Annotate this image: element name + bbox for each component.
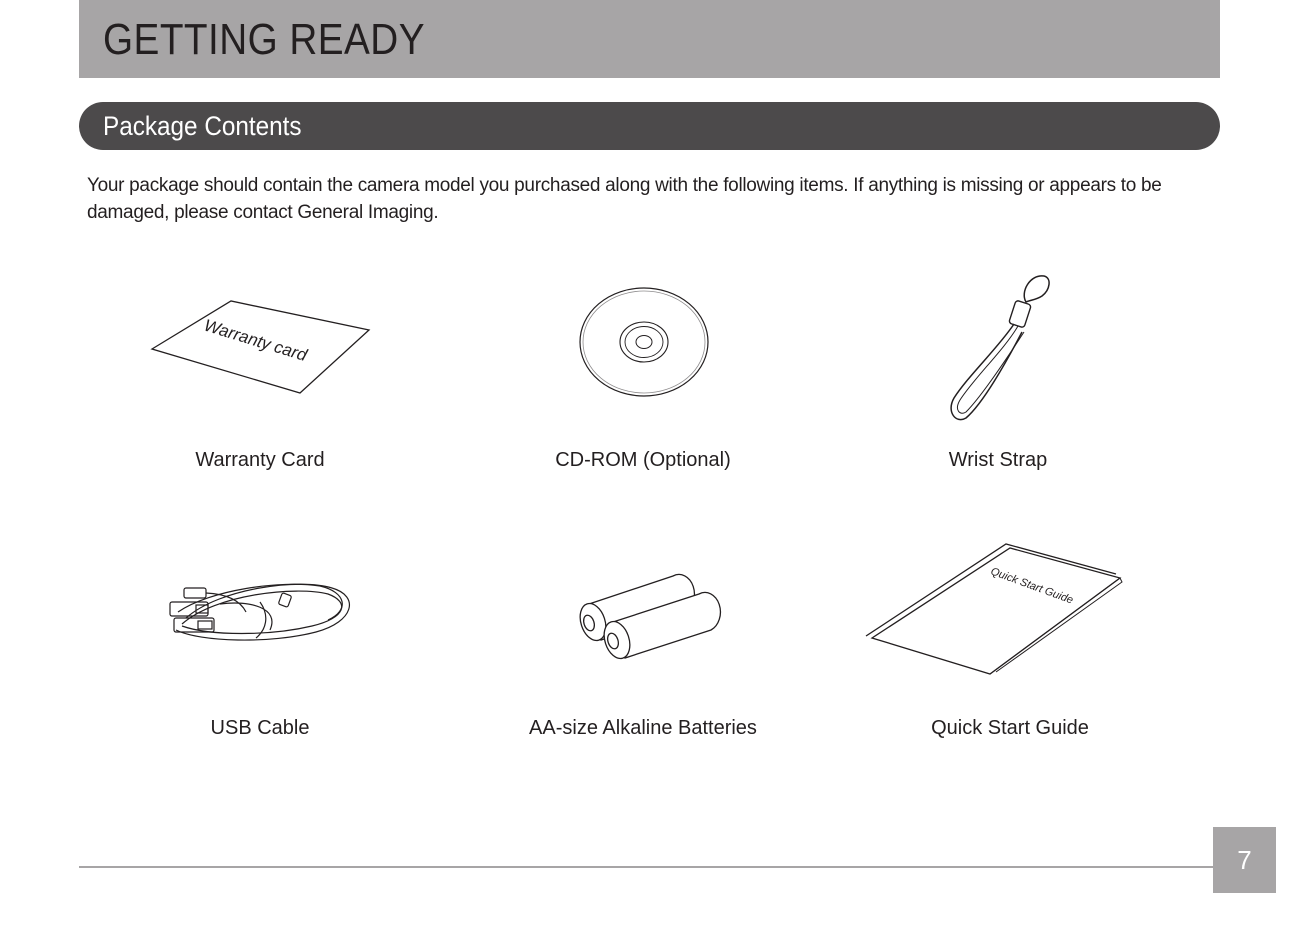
chapter-title: GETTING READY <box>103 15 425 64</box>
item-wrist-strap <box>808 266 1188 480</box>
item-label-warranty-card: Warranty Card <box>195 449 325 471</box>
item-quick-start-guide <box>820 538 1200 750</box>
warranty-card-figure-text: Warranty card <box>201 315 310 365</box>
item-batteries <box>453 560 833 750</box>
item-label-usb-cable: USB Cable <box>210 717 310 739</box>
item-cd-rom <box>453 270 833 480</box>
page-number: 7 <box>1213 827 1276 893</box>
item-warranty-card <box>70 270 450 480</box>
quick-start-guide-figure-text: Quick Start Guide <box>988 565 1075 607</box>
batteries-icon <box>453 560 833 680</box>
intro-paragraph: Your package should contain the camera model you purchased along with the following items. If anything is missing or appears to be damaged, please contact General Imaging. <box>87 175 1162 223</box>
item-label-cd-rom: CD-ROM (Optional) <box>555 449 731 471</box>
wrist-strap-icon <box>808 266 1188 426</box>
section-header <box>79 102 1220 150</box>
item-usb-cable <box>70 560 450 750</box>
usb-cable-icon <box>70 560 450 670</box>
quick-start-guide-icon <box>820 538 1200 688</box>
item-label-batteries: AA-size Alkaline Batteries <box>529 717 757 739</box>
item-label-wrist-strap: Wrist Strap <box>948 449 1048 471</box>
item-label-quick-start-guide: Quick Start Guide <box>931 717 1089 739</box>
chapter-header <box>79 0 1220 78</box>
section-title: Package Contents <box>103 111 302 141</box>
cd-rom-icon <box>453 270 833 410</box>
warranty-card-icon <box>70 270 450 410</box>
footer-rule <box>79 866 1213 868</box>
